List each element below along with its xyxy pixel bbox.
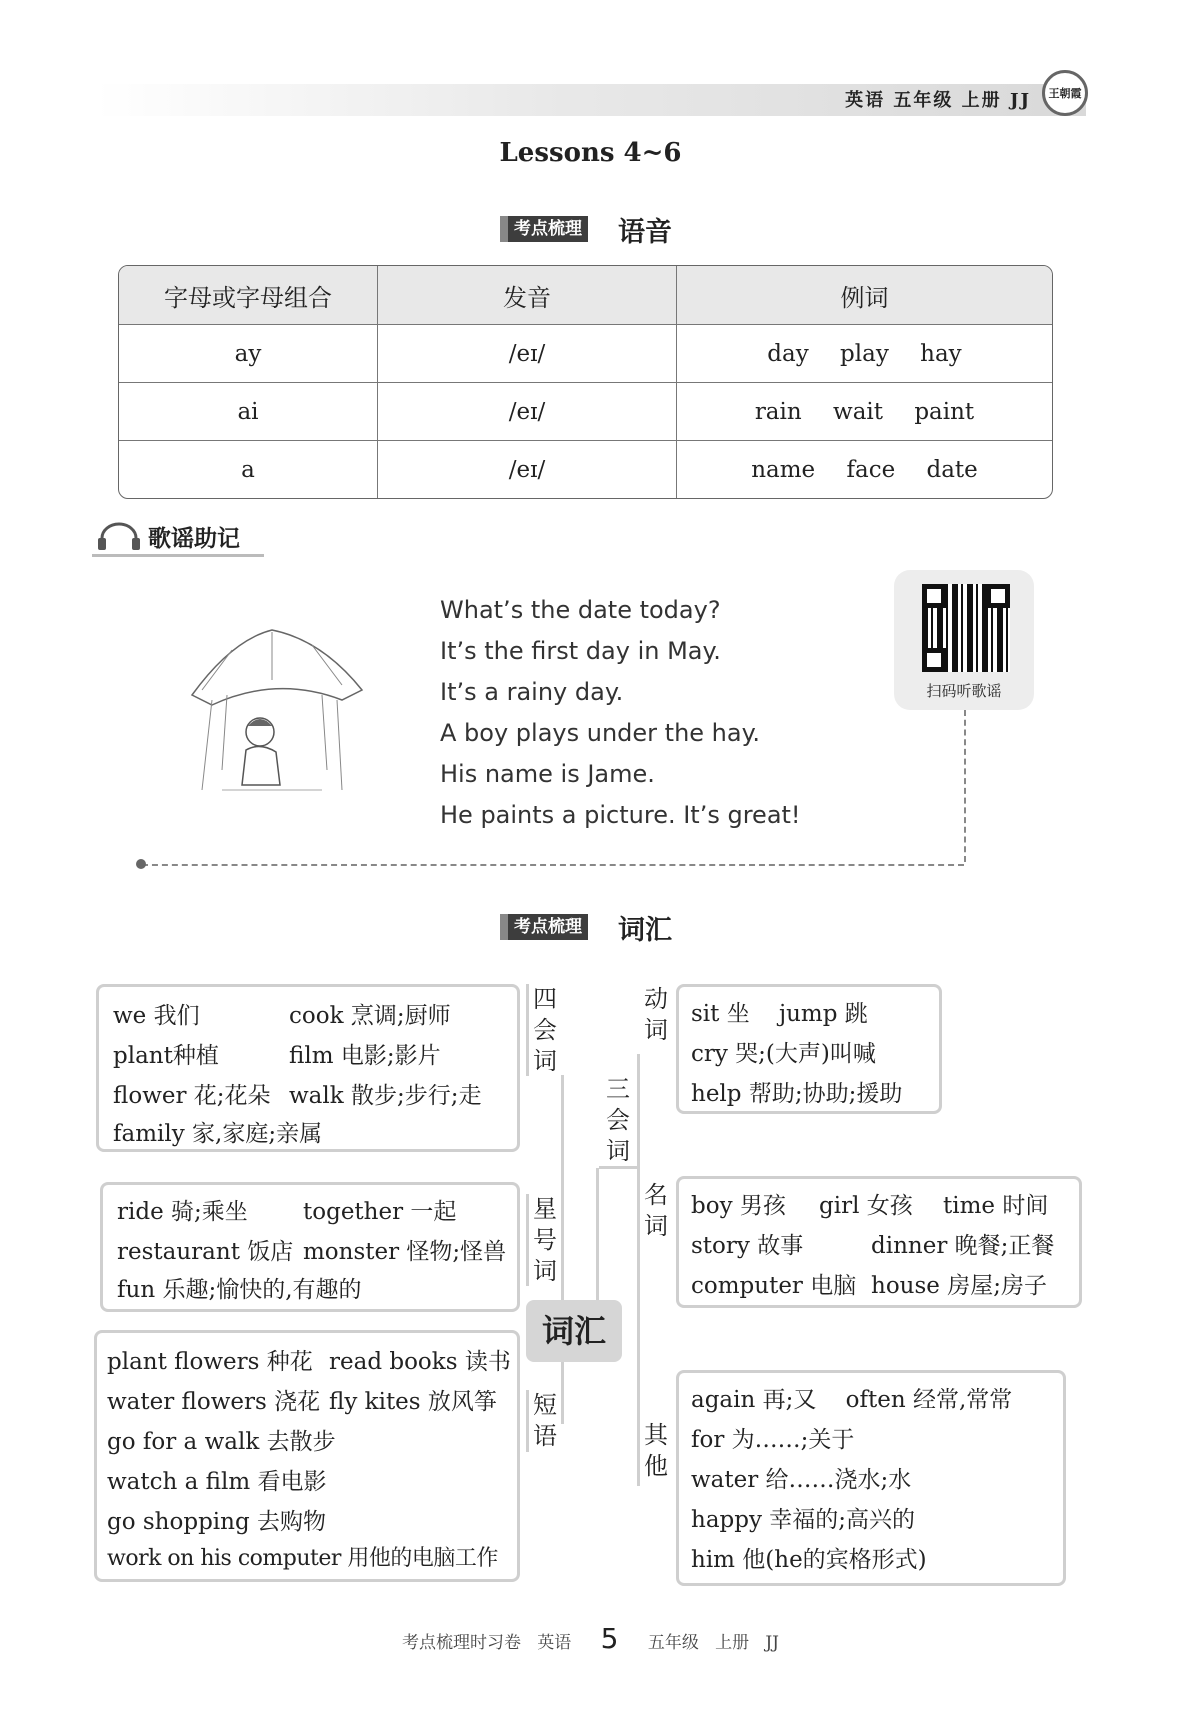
example-word: play xyxy=(840,340,889,367)
section-tag: 考点梳理 xyxy=(500,914,588,940)
vocab-entry: restaurant 饭店 xyxy=(117,1239,294,1265)
table-row xyxy=(119,441,1052,498)
vocab-entry: happy 幸福的;高兴的 xyxy=(691,1507,916,1533)
phrase-entry: plant flowers 种花 xyxy=(107,1349,313,1375)
footer-subject: 英语 xyxy=(537,1633,572,1653)
phrase-label: 短语 xyxy=(526,1390,559,1452)
letters-cell: ai xyxy=(119,383,378,441)
vocab-entry: water 给……浇水;水 xyxy=(691,1467,912,1493)
header-info xyxy=(845,86,1031,112)
sound-cell: /eɪ/ xyxy=(378,325,677,383)
qr-caption: 扫码听歌谣 xyxy=(926,682,1002,700)
vocab-entry: we 我们 xyxy=(113,1003,200,1029)
phrase-entry: watch a film 看电影 xyxy=(107,1469,327,1495)
vocab-entry: girl 女孩 xyxy=(819,1193,913,1219)
vocab-entry: him 他(he的宾格形式) xyxy=(691,1547,927,1573)
boy-under-hay-illustration xyxy=(172,620,382,810)
example-word: wait xyxy=(833,398,884,425)
vocab-section-heading xyxy=(500,912,700,946)
connector-line xyxy=(561,1362,564,1424)
vocab-entry: flower 花;花朵 xyxy=(113,1083,271,1109)
vocab-entry: computer 电脑 xyxy=(691,1273,857,1299)
footer-term: 上册 xyxy=(715,1633,750,1653)
four-skill-label: 四会词 xyxy=(526,984,559,1076)
star-words-box xyxy=(100,1182,520,1312)
vocab-entry: again 再;又 often 经常,常常 xyxy=(691,1387,1013,1413)
logo-text: 王朝霞 xyxy=(1048,87,1082,100)
footer-edition: JJ xyxy=(765,1633,779,1653)
nouns-box xyxy=(676,1176,1082,1308)
example-word: day xyxy=(767,340,809,367)
star-label: 星号词 xyxy=(526,1194,559,1286)
vocab-entry: for 为……;关于 xyxy=(691,1427,855,1453)
dashed-divider xyxy=(142,864,964,866)
verb-label: 动词 xyxy=(644,985,668,1044)
connector-line xyxy=(637,1054,640,1486)
vocab-entry: walk 散步;步行;走 xyxy=(289,1083,482,1109)
rhyme-line: He paints a picture. It’s great! xyxy=(440,801,801,829)
table-row xyxy=(119,325,1052,383)
section-title: 语音 xyxy=(618,217,672,248)
publisher-logo xyxy=(1042,70,1088,116)
page-number: 5 xyxy=(600,1622,619,1655)
rhyme-line: It’s a rainy day. xyxy=(440,678,624,706)
rhyme-line: His name is Jame. xyxy=(440,760,655,788)
letters-cell: a xyxy=(119,441,378,498)
vocab-center-node: 词汇 xyxy=(526,1300,622,1362)
example-word: date xyxy=(926,456,978,483)
section-tag: 考点梳理 xyxy=(500,216,588,242)
rhyme-title: 歌谣助记 xyxy=(148,526,240,552)
qr-code-card[interactable] xyxy=(894,570,1034,710)
phrase-entry: fly kites 放风筝 xyxy=(329,1389,497,1415)
phrase-entry: read books 读书 xyxy=(329,1349,511,1375)
header-letters: 字母或字母组合 xyxy=(119,266,378,325)
vocab-entry: film 电影;影片 xyxy=(289,1043,441,1069)
three-skill-label: 三会词 xyxy=(606,1075,630,1165)
header-grade: 五年级 xyxy=(893,90,954,111)
footer-grade: 五年级 xyxy=(647,1633,699,1653)
footer-series: 考点梳理时习卷 xyxy=(402,1633,522,1653)
example-word: hay xyxy=(920,340,962,367)
others-box xyxy=(676,1370,1066,1586)
noun-label: 名词 xyxy=(644,1181,668,1240)
vocab-entry: cry 哭;(大声)叫喊 xyxy=(691,1041,876,1067)
connector-line xyxy=(561,1075,564,1300)
lesson-title: Lessons 4~6 xyxy=(499,138,682,168)
vocab-entry: time 时间 xyxy=(943,1193,1049,1219)
example-word: paint xyxy=(914,398,975,425)
rhyme-heading xyxy=(92,520,264,557)
example-word: name xyxy=(751,456,816,483)
vocab-entry: story 故事 xyxy=(691,1233,804,1259)
phrases-box xyxy=(94,1330,520,1582)
connector-line xyxy=(596,1168,599,1300)
phonics-table xyxy=(118,265,1053,499)
example-word: rain xyxy=(754,398,802,425)
vocab-entry: monster 怪物;怪兽 xyxy=(303,1239,507,1265)
rhyme-line: It’s the first day in May. xyxy=(440,637,721,665)
rhyme-line: What’s the date today? xyxy=(440,596,721,624)
table-row xyxy=(119,383,1052,441)
sound-cell: /eɪ/ xyxy=(378,383,677,441)
qr-code-icon[interactable] xyxy=(922,584,1010,672)
vocab-entry: boy 男孩 xyxy=(691,1193,786,1219)
header-examples: 例词 xyxy=(677,266,1053,325)
rhyme-lines xyxy=(440,590,801,836)
sound-cell: /eɪ/ xyxy=(378,441,677,498)
header-sound: 发音 xyxy=(378,266,677,325)
divider-dot xyxy=(136,859,146,869)
rhyme-line: A boy plays under the hay. xyxy=(440,719,761,747)
headphones-icon xyxy=(96,522,142,552)
four-skill-words-box xyxy=(96,984,520,1152)
section-title: 词汇 xyxy=(618,915,672,946)
page-footer xyxy=(0,1622,1181,1655)
vocab-entry: dinner 晚餐;正餐 xyxy=(871,1233,1055,1259)
vocab-entry: fun 乐趣;愉快的,有趣的 xyxy=(117,1277,362,1303)
examples-cell xyxy=(677,383,1053,441)
vocab-entry: ride 骑;乘坐 xyxy=(117,1199,248,1225)
phrase-entry: go for a walk 去散步 xyxy=(107,1429,336,1455)
phrase-entry: water flowers 浇花 xyxy=(107,1389,321,1415)
vocab-entry: sit 坐 jump 跳 xyxy=(691,1001,868,1027)
example-word: face xyxy=(846,456,896,483)
phrase-entry: work on his computer 用他的电脑工作 xyxy=(107,1546,498,1571)
verbs-box xyxy=(676,984,942,1114)
vocab-entry: cook 烹调;厨师 xyxy=(289,1003,451,1029)
header-term: 上册 xyxy=(961,90,1002,111)
phrase-entry: go shopping 去购物 xyxy=(107,1509,326,1535)
letters-cell: ay xyxy=(119,325,378,383)
vocab-entry: house 房屋;房子 xyxy=(871,1273,1047,1299)
vocab-entry: plant种植 xyxy=(113,1043,219,1069)
vocab-entry: together 一起 xyxy=(303,1199,457,1225)
other-label: 其他 xyxy=(644,1421,668,1480)
vocab-entry: family 家,家庭;亲属 xyxy=(113,1121,323,1147)
dashed-divider xyxy=(964,710,966,862)
table-header-row xyxy=(119,266,1052,325)
vocab-entry: help 帮助;协助;援助 xyxy=(691,1081,903,1107)
examples-cell xyxy=(677,325,1053,383)
header-edition: JJ xyxy=(1009,90,1031,111)
phonics-section-heading xyxy=(500,214,700,248)
examples-cell xyxy=(677,441,1053,498)
header-subject: 英语 xyxy=(845,90,886,111)
